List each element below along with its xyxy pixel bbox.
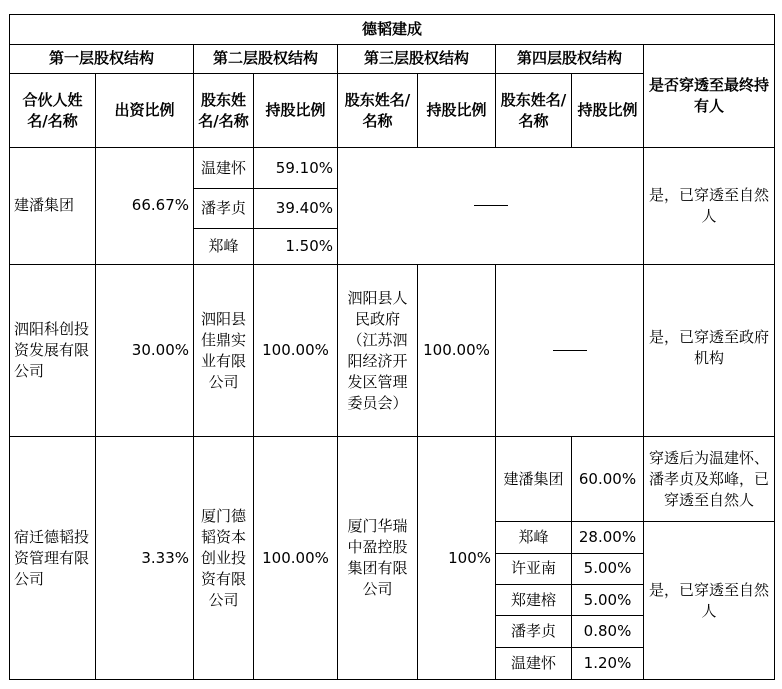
l4-ratio-header: 持股比例 [572, 73, 644, 148]
g3-l4-name-4: 潘孝贞 [496, 616, 572, 647]
g3-l1-ratio: 3.33% [96, 437, 194, 680]
layer2-header: 第二层股权结构 [194, 45, 338, 73]
g1-l34-empty [338, 148, 644, 264]
g3-l4-name-1: 郑峰 [496, 522, 572, 553]
g1-l2-name-0: 温建怀 [194, 148, 254, 188]
equity-structure-table-wrapper [9, 14, 774, 680]
table-row [10, 148, 775, 188]
layer1-header: 第一层股权结构 [10, 45, 194, 73]
final-holder-header: 是否穿透至最终持有人 [644, 45, 775, 148]
g1-l2-ratio-0: 59.10% [254, 148, 338, 188]
g3-l4-name-3: 郑建榕 [496, 584, 572, 615]
g1-l1-ratio: 66.67% [96, 148, 194, 264]
g2-l4-dash [553, 350, 587, 351]
g2-l2-name: 泗阳县佳鼎实业有限公司 [194, 264, 254, 437]
table-row [10, 437, 775, 522]
g3-l4-name-2: 许亚南 [496, 553, 572, 584]
g3-l4-ratio-5: 1.20% [572, 647, 644, 679]
g3-l4-name-0: 建潘集团 [496, 437, 572, 522]
l4-name-header: 股东姓名/名称 [496, 73, 572, 148]
g3-l2-ratio: 100.00% [254, 437, 338, 680]
g3-l4-ratio-1: 28.00% [572, 522, 644, 553]
g1-l2-ratio-2: 1.50% [254, 229, 338, 264]
g2-final: 是，已穿透至政府机构 [644, 264, 775, 437]
layer4-header: 第四层股权结构 [496, 45, 644, 73]
g3-l1-name: 宿迁德韬投资管理有限公司 [10, 437, 96, 680]
g3-final-rest: 是，已穿透至自然人 [644, 522, 775, 680]
g3-l4-ratio-0: 60.00% [572, 437, 644, 522]
layer-header-row [10, 45, 775, 73]
g2-l1-name: 泗阳科创投资发展有限公司 [10, 264, 96, 437]
g3-final-first: 穿透后为温建怀、潘孝贞及郑峰，已穿透至自然人 [644, 437, 775, 522]
g3-l2-name: 厦门德韬资本创业投资有限公司 [194, 437, 254, 680]
g1-l2-ratio-1: 39.40% [254, 188, 338, 228]
g2-l1-ratio: 30.00% [96, 264, 194, 437]
l2-ratio-header: 持股比例 [254, 73, 338, 148]
g2-l2-ratio: 100.00% [254, 264, 338, 437]
g3-l3-name: 厦门华瑞中盈控股集团有限公司 [338, 437, 418, 680]
g2-l4-empty [496, 264, 644, 437]
g3-l4-ratio-3: 5.00% [572, 584, 644, 615]
g1-l2-name-2: 郑峰 [194, 229, 254, 264]
l2-name-header: 股东姓名/名称 [194, 73, 254, 148]
l1-ratio-header: 出资比例 [96, 73, 194, 148]
g3-l4-ratio-4: 0.80% [572, 616, 644, 647]
title-row [10, 15, 775, 45]
g1-l2-name-1: 潘孝贞 [194, 188, 254, 228]
g3-l4-ratio-2: 5.00% [572, 553, 644, 584]
g2-l3-name: 泗阳县人民政府（江苏泗阳经济开发区管理委员会） [338, 264, 418, 437]
g1-final: 是，已穿透至自然人 [644, 148, 775, 264]
g1-l1-name: 建潘集团 [10, 148, 96, 264]
l1-name-header: 合伙人姓名/名称 [10, 73, 96, 148]
g2-l3-ratio: 100.00% [418, 264, 496, 437]
table-row [10, 264, 775, 437]
layer3-header: 第三层股权结构 [338, 45, 496, 73]
g3-l3-ratio: 100% [418, 437, 496, 680]
l3-ratio-header: 持股比例 [418, 73, 496, 148]
g3-l4-name-5: 温建怀 [496, 647, 572, 679]
equity-structure-table [9, 14, 775, 680]
l3-name-header: 股东姓名/名称 [338, 73, 418, 148]
table-title: 德韬建成 [10, 15, 775, 45]
g1-l34-dash [474, 205, 508, 206]
